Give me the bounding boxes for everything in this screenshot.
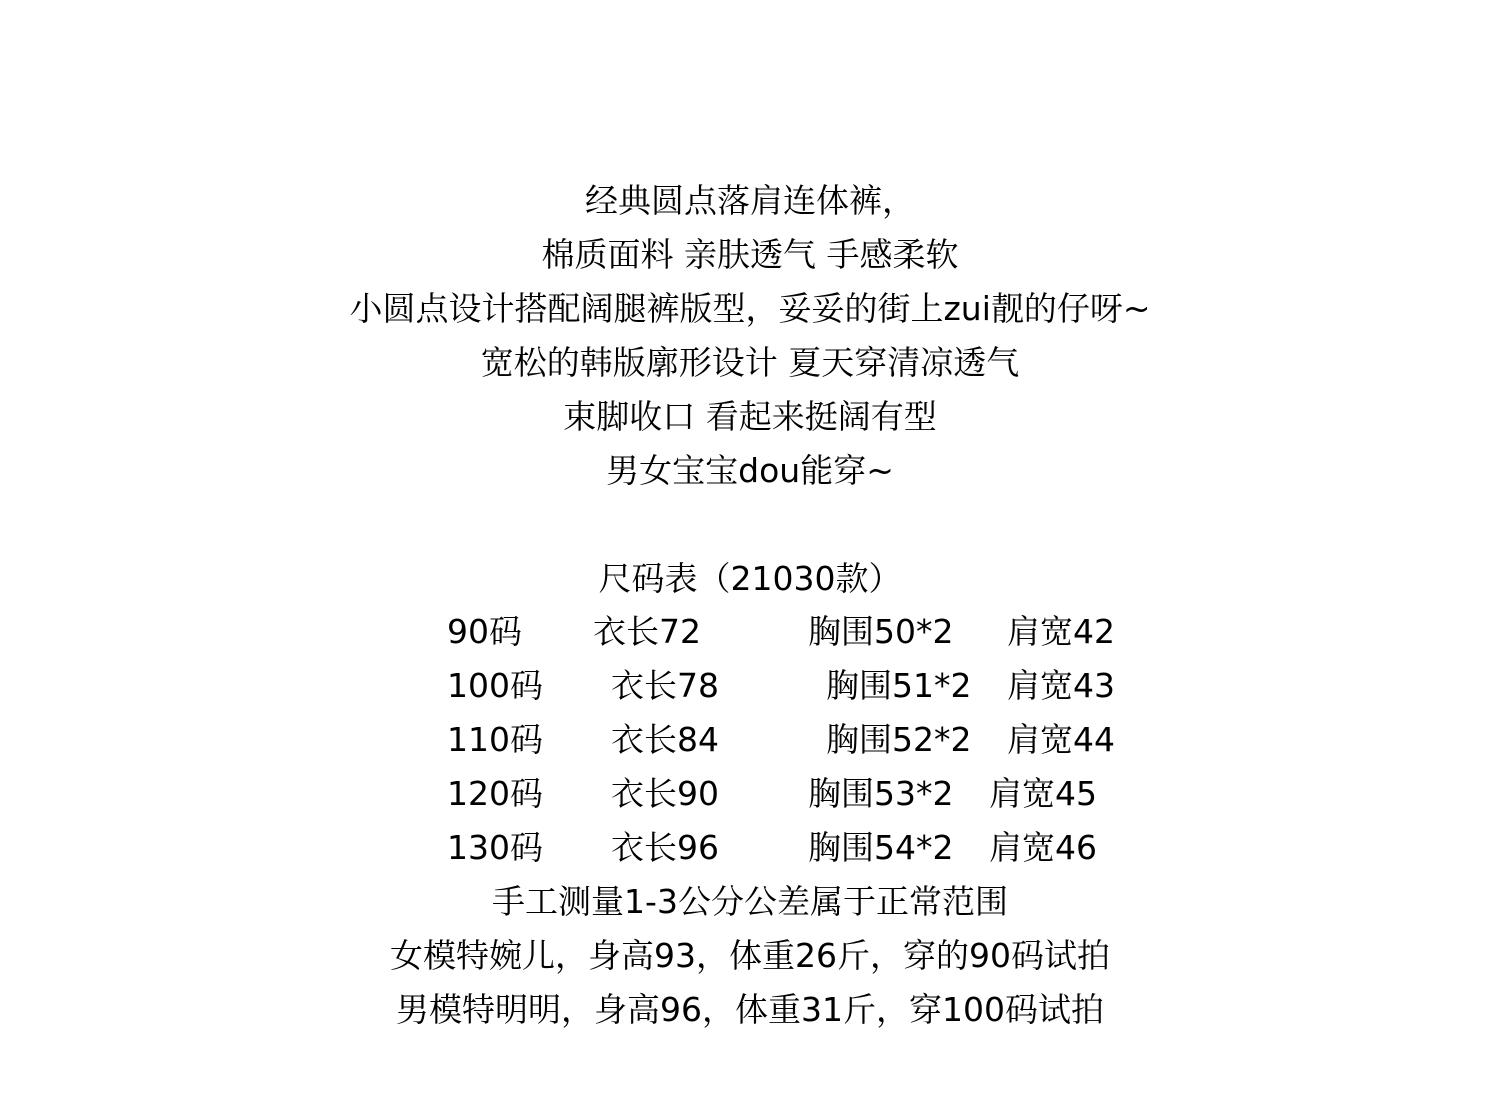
intro-line: 宽松的韩版廓形设计 夏天穿清凉透气	[480, 343, 1020, 382]
size-cell: 130码	[447, 828, 543, 867]
measurement-note: 手工测量1-3公分公差属于正常范围	[492, 882, 1008, 921]
intro-line: 束脚收口 看起来挺阔有型	[563, 397, 937, 436]
chest-cell: 胸围51*2	[826, 666, 972, 705]
intro-line: 小圆点设计搭配阔腿裤版型，妥妥的街上zui靓的仔呀~	[349, 289, 1151, 328]
model-note: 女模特婉儿，身高93，体重26斤，穿的90码试拍	[390, 936, 1110, 975]
intro-line: 棉质面料 亲肤透气 手感柔软	[541, 235, 959, 274]
length-cell: 衣长90	[611, 774, 719, 813]
model-note: 男模特明明，身高96，体重31斤，穿100码试拍	[396, 990, 1104, 1029]
shoulder-cell: 肩宽44	[1007, 720, 1115, 759]
size-chart-title: 尺码表（21030款）	[598, 559, 902, 598]
length-cell: 衣长78	[611, 666, 719, 705]
size-cell: 90码	[447, 612, 522, 651]
length-cell: 衣长72	[593, 612, 701, 651]
length-cell: 衣长84	[611, 720, 719, 759]
chest-cell: 胸围54*2	[808, 828, 954, 867]
chest-cell: 胸围50*2	[808, 612, 954, 651]
size-cell: 120码	[447, 774, 543, 813]
chest-cell: 胸围52*2	[826, 720, 972, 759]
size-cell: 100码	[447, 666, 543, 705]
intro-line: 经典圆点落肩连体裤，	[585, 181, 915, 220]
shoulder-cell: 肩宽42	[1007, 612, 1115, 651]
length-cell: 衣长96	[611, 828, 719, 867]
shoulder-cell: 肩宽45	[989, 774, 1097, 813]
chest-cell: 胸围53*2	[808, 774, 954, 813]
size-cell: 110码	[447, 720, 543, 759]
shoulder-cell: 肩宽46	[989, 828, 1097, 867]
intro-line: 男女宝宝dou能穿~	[606, 451, 894, 490]
shoulder-cell: 肩宽43	[1007, 666, 1115, 705]
